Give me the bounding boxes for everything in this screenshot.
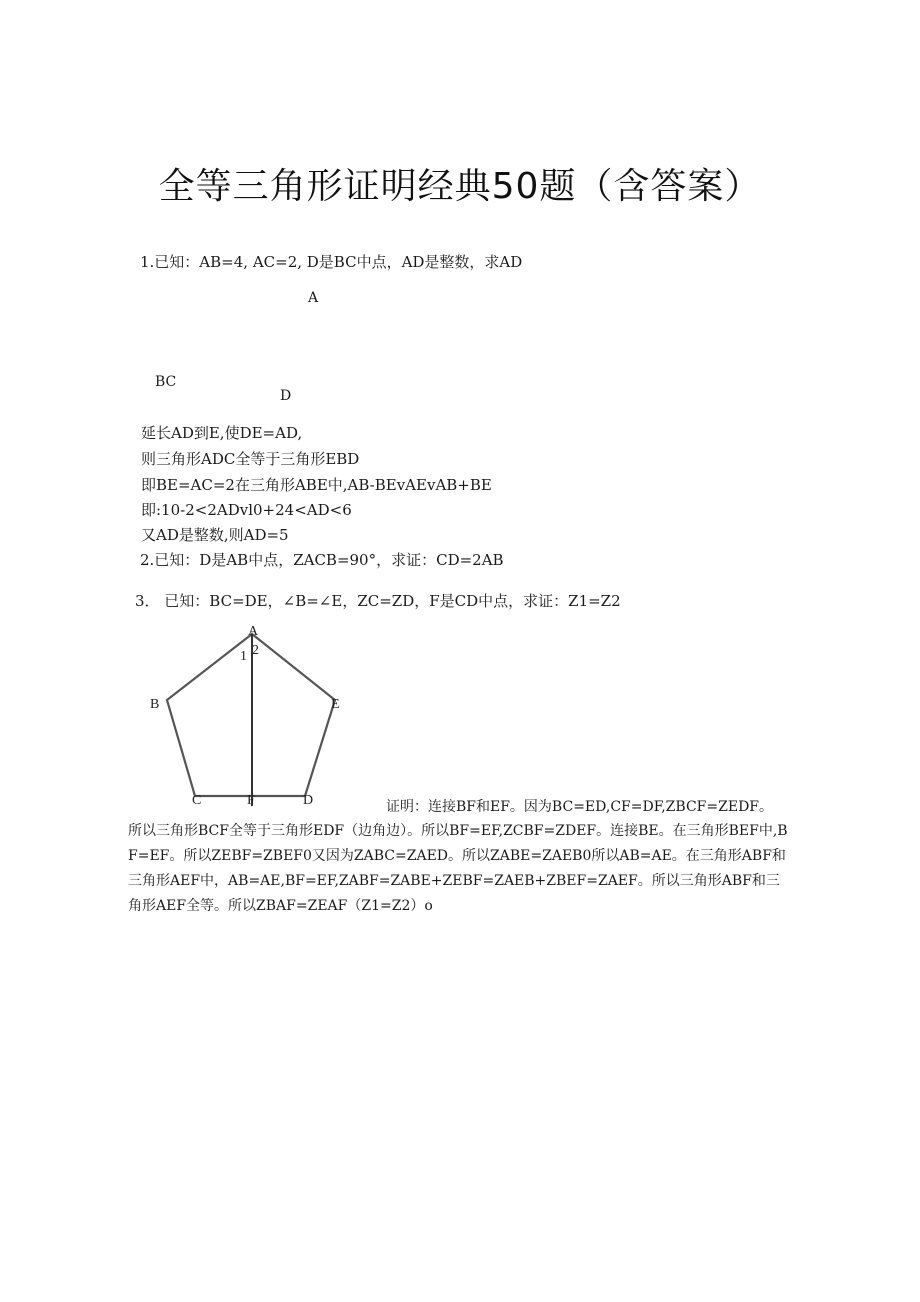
problem-1-label-a: A [308,290,319,306]
problem-1-solution-line: 又AD是整数,则AD=5 [141,526,289,544]
vertex-label-c: C [192,793,202,808]
vertex-label-a: A [248,624,259,639]
vertex-label-f: F [247,793,255,808]
vertex-label-d: D [303,793,314,808]
vertex-label-b: B [150,697,160,712]
pentagon-diagram [140,620,360,810]
problem-3-proof-paragraph: 所以三角形BCF全等于三角形EDF（边角边）。所以BF=EF,ZCBF=ZDEF。连接BE。在三角形BEF中,BF=EF。所以ZEBF=ZBEF0又因为ZABC=ZAED。所以ZABE=ZAEB0所以AB=AE。在三角形ABF和三角形AEF中，AB=AE,BF=EF,ZABF=ZABE+ZEBF=ZAEB+ZBEF=ZAEF。所以三角形ABF和三角形AEF全等。所以ZBAF=ZEAF（Z1=Z2）o [128,823,788,914]
problem-1-solution-line: 延长AD到E,使DE=AD, [141,424,303,442]
problem-1-solution-line: 即:10-2<2ADvl0+24<AD<6 [141,501,352,519]
vertex-label-e: E [331,697,340,712]
problem-1-solution-line: 即BE=AC=2在三角形ABE中,AB-BEvAEvAB+BE [141,476,492,494]
problem-3-proof-first-line: 证明：连接BF和EF。因为BC=ED,CF=DF,ZBCF=ZEDF。 [386,799,774,815]
problem-1-statement: 1.已知：AB=4, AC=2, D是BC中点，AD是整数，求AD [140,253,523,271]
angle-label-1: 1 [240,649,247,664]
problem-3-statement: 3． 已知：BC=DE，∠B=∠E，ZC=ZD，F是CD中点，求证：Z1=Z2 [135,592,621,610]
page-title: 全等三角形证明经典50题（含答案） [158,166,762,207]
problem-1-label-d: D [280,388,292,404]
problem-1-label-bc: BC [155,374,177,390]
problem-1-solution-line: 则三角形ADC全等于三角形EBD [141,450,360,468]
problem-2-statement: 2.已知：D是AB中点，ZACB=90°，求证：CD=2AB [140,551,504,569]
angle-label-2: 2 [252,643,259,658]
